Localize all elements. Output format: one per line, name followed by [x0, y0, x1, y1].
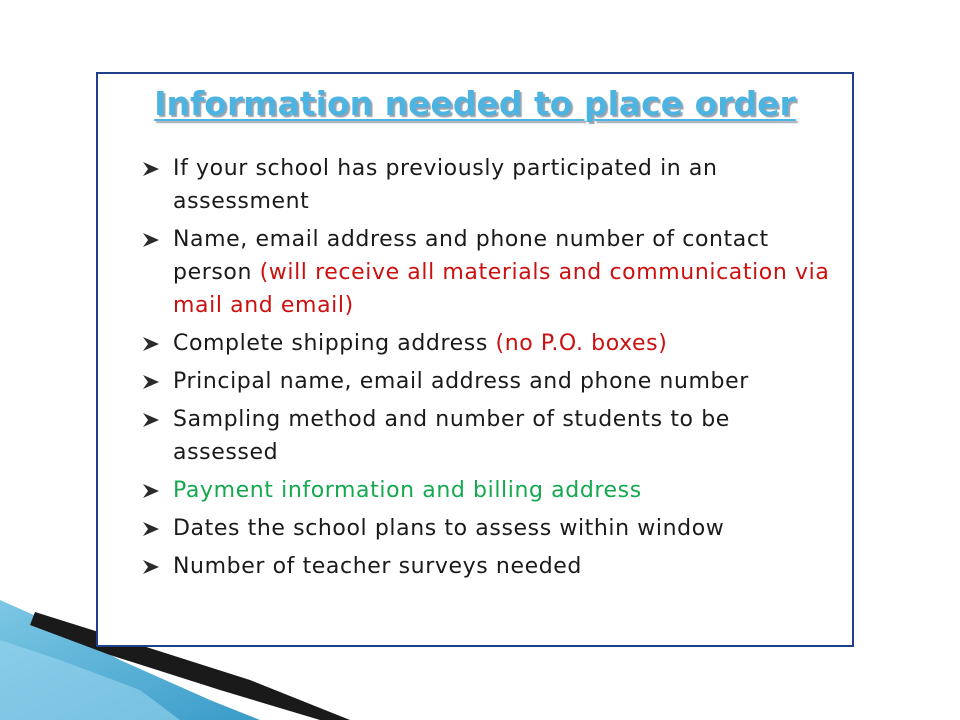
item-text: If your school has previously participated in an assessment	[173, 156, 718, 214]
item-text: Name, email address and phone number of contact person	[173, 227, 769, 285]
list-item	[142, 474, 832, 507]
item-note-red: (will receive all materials and communication via mail and email)	[173, 260, 830, 318]
arrow-bullet-icon	[142, 232, 160, 248]
item-text: Number of teacher surveys needed	[173, 554, 582, 579]
item-text: Dates the school plans to assess within window	[173, 516, 725, 541]
list-item	[142, 550, 832, 583]
item-text: Principal name, email address and phone number	[173, 369, 749, 394]
page-title: Information needed to place order	[154, 84, 796, 123]
arrow-bullet-icon	[142, 483, 160, 499]
list-item	[142, 223, 832, 322]
item-text-green: Payment information and billing address	[173, 478, 642, 503]
arrow-bullet-icon	[142, 521, 160, 537]
arrow-bullet-icon	[142, 412, 160, 428]
list-item	[142, 152, 832, 218]
item-text: Complete shipping address	[173, 331, 496, 356]
arrow-bullet-icon	[142, 559, 160, 575]
list-item	[142, 512, 832, 545]
content-box	[96, 72, 854, 647]
requirements-list	[142, 152, 832, 588]
list-item	[142, 327, 832, 360]
list-item	[142, 403, 832, 469]
list-item	[142, 365, 832, 398]
arrow-bullet-icon	[142, 161, 160, 177]
item-note-red: (no P.O. boxes)	[495, 331, 668, 356]
item-text: Sampling method and number of students to be assessed	[173, 407, 730, 465]
arrow-bullet-icon	[142, 374, 160, 390]
arrow-bullet-icon	[142, 336, 160, 352]
